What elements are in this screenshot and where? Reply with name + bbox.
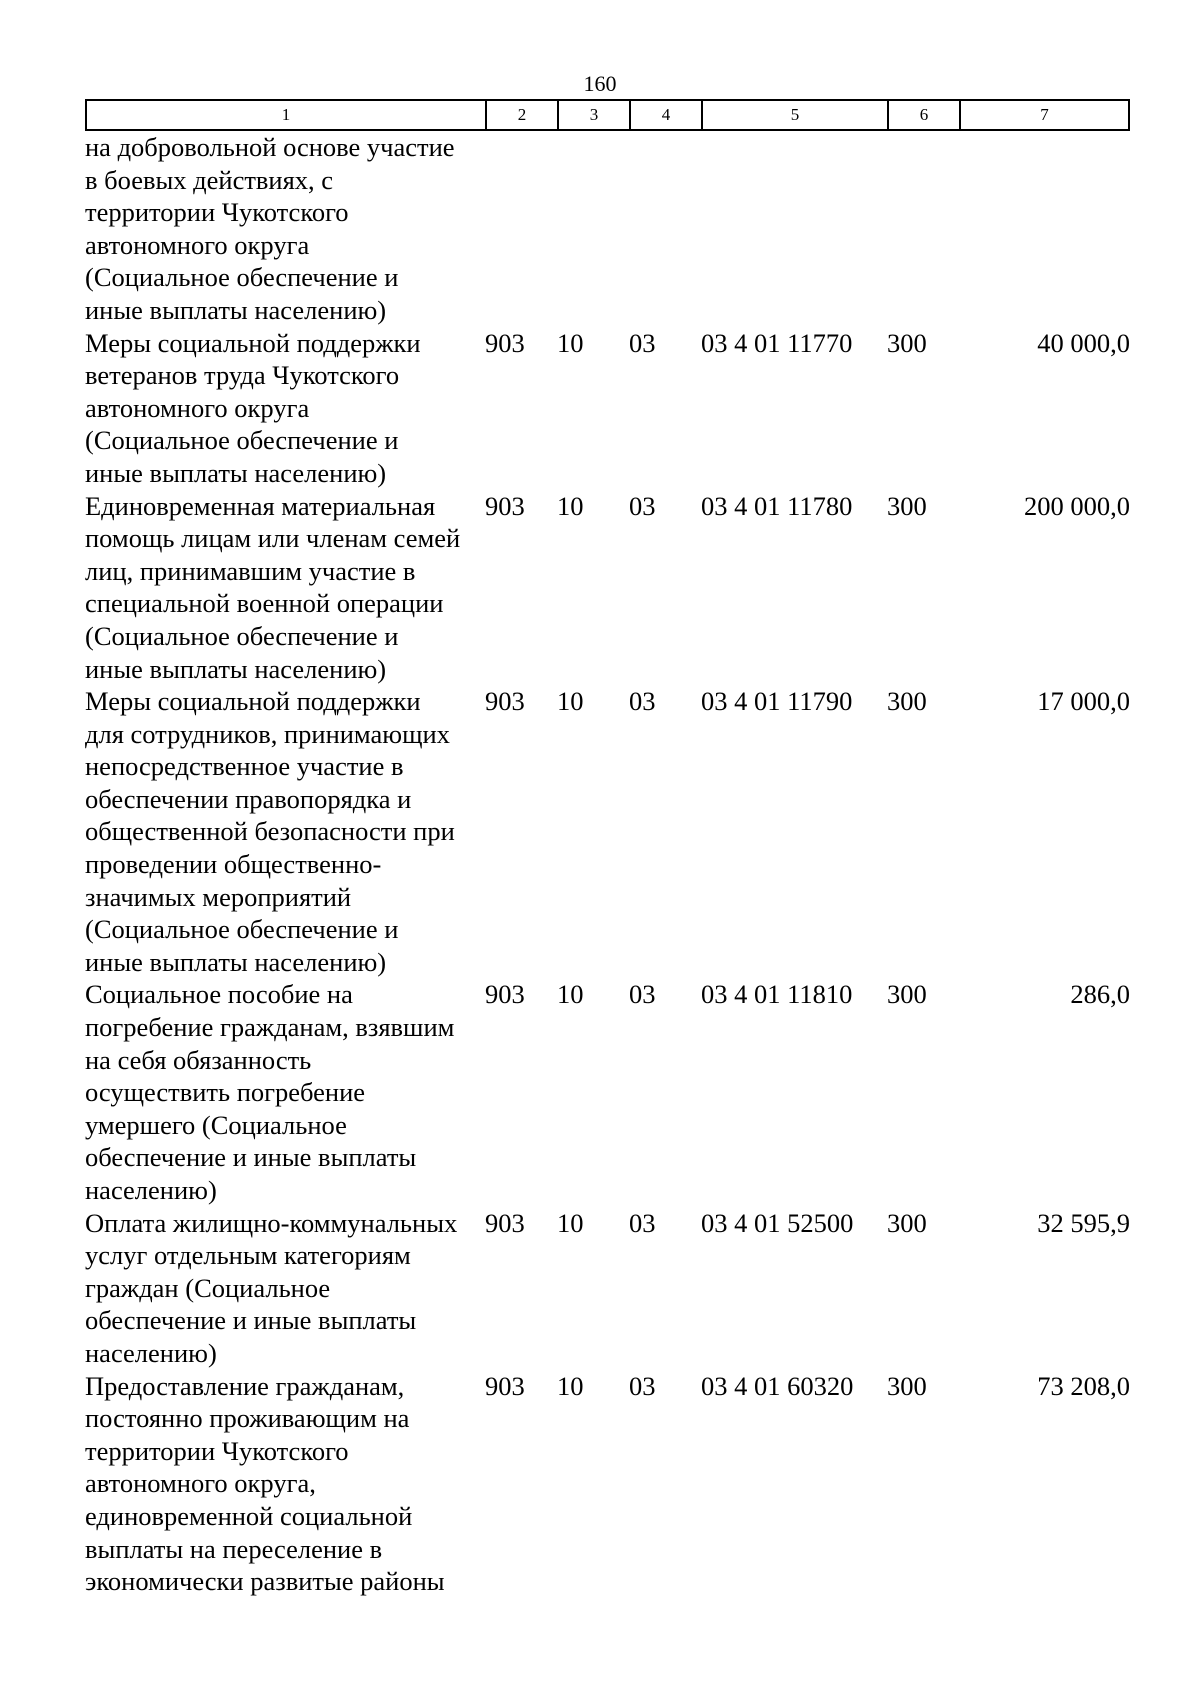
table-row [85,1370,1130,1598]
row-expense-type [887,131,959,327]
row-amount: 73 208,0 [1037,1370,1130,1401]
row-ministry-code: 903 [485,490,525,521]
row-description: Меры социальной поддержки ветеранов труда Чукотского автономного округа (Социальное обеспечение и иные выплаты населению) [85,327,421,488]
table-row [85,327,1130,490]
row-ministry-code: 903 [485,1207,525,1238]
table-row [85,978,1130,1206]
header-col-5: 5 [703,101,889,129]
row-ministry-code: 903 [485,686,525,717]
row-amount: 200 000,0 [1024,490,1130,521]
row-target-article: 03 4 01 52500 [701,1207,854,1238]
row-ministry-code: 903 [485,1370,525,1401]
header-col-6: 6 [889,101,961,129]
row-amount: 32 595,9 [1037,1207,1130,1238]
row-target-article: 03 4 01 11810 [701,979,853,1010]
row-description: Социальное пособие на погребение гражданам, взявшим на себя обязанность осуществить погребение умершего (Социальное обеспечение и иные выплаты населению) [85,979,455,1205]
table-header [85,99,1130,131]
row-section: 10 [557,686,584,717]
row-target-article: 03 4 01 60320 [701,1370,854,1401]
row-section: 10 [557,490,584,521]
table-row [85,1207,1130,1370]
row-description: Меры социальной поддержки для сотрудников, принимающих непосредственное участие в обеспечении правопорядка и общественной безопасности при проведении общественно- значимых мероприятий (Социальное обеспечение и иные выплаты населению) [85,686,455,977]
row-amount [959,131,1130,327]
row-amount: 17 000,0 [1037,686,1130,717]
row-expense-type: 300 [887,979,927,1010]
row-ministry-code: 903 [485,979,525,1010]
table-row [85,131,1130,327]
row-subsection [629,131,701,327]
row-section: 10 [557,327,584,358]
page-number: 160 [583,71,617,96]
row-target-article: 03 4 01 11770 [701,327,853,358]
row-amount: 286,0 [1070,979,1130,1010]
row-section: 10 [557,979,584,1010]
row-target-article [701,131,887,327]
row-expense-type: 300 [887,686,927,717]
row-description: Оплата жилищно-коммунальных услуг отдельным категориям граждан (Социальное обеспечение и иные выплаты населению) [85,1207,458,1368]
row-subsection: 03 [629,327,656,358]
header-col-7: 7 [1040,105,1049,124]
row-amount: 40 000,0 [1037,327,1130,358]
row-section [557,131,629,327]
row-ministry-code [485,131,557,327]
row-subsection: 03 [629,490,656,521]
table-row [85,490,1130,686]
row-expense-type: 300 [887,1207,927,1238]
row-ministry-code: 903 [485,327,525,358]
row-section: 10 [557,1370,584,1401]
header-col-1: 1 [87,101,487,129]
row-expense-type: 300 [887,327,927,358]
row-expense-type: 300 [887,490,927,521]
row-subsection: 03 [629,1207,656,1238]
row-description: Единовременная материальная помощь лицам или членам семей лиц, принимавшим участие в специальной военной операции (Социальное обеспечение и иные выплаты населению) [85,490,461,684]
table-body [85,131,1130,1598]
row-target-article: 03 4 01 11780 [701,490,853,521]
row-description: на добровольной основе участие в боевых действиях, с территории Чукотского автономного округа (Социальное обеспечение и иные выплаты населению) [85,132,455,325]
row-subsection: 03 [629,979,656,1010]
header-col-3: 3 [559,101,631,129]
row-target-article: 03 4 01 11790 [701,686,853,717]
header-col-2: 2 [487,101,559,129]
row-subsection: 03 [629,686,656,717]
row-expense-type: 300 [887,1370,927,1401]
table-row [85,685,1130,978]
row-subsection: 03 [629,1370,656,1401]
row-section: 10 [557,1207,584,1238]
row-description: Предоставление гражданам, постоянно проживающим на территории Чукотского автономного округа, единовременной социальной выплаты на переселение в экономически развитые районы [85,1370,445,1597]
header-col-4: 4 [631,101,703,129]
